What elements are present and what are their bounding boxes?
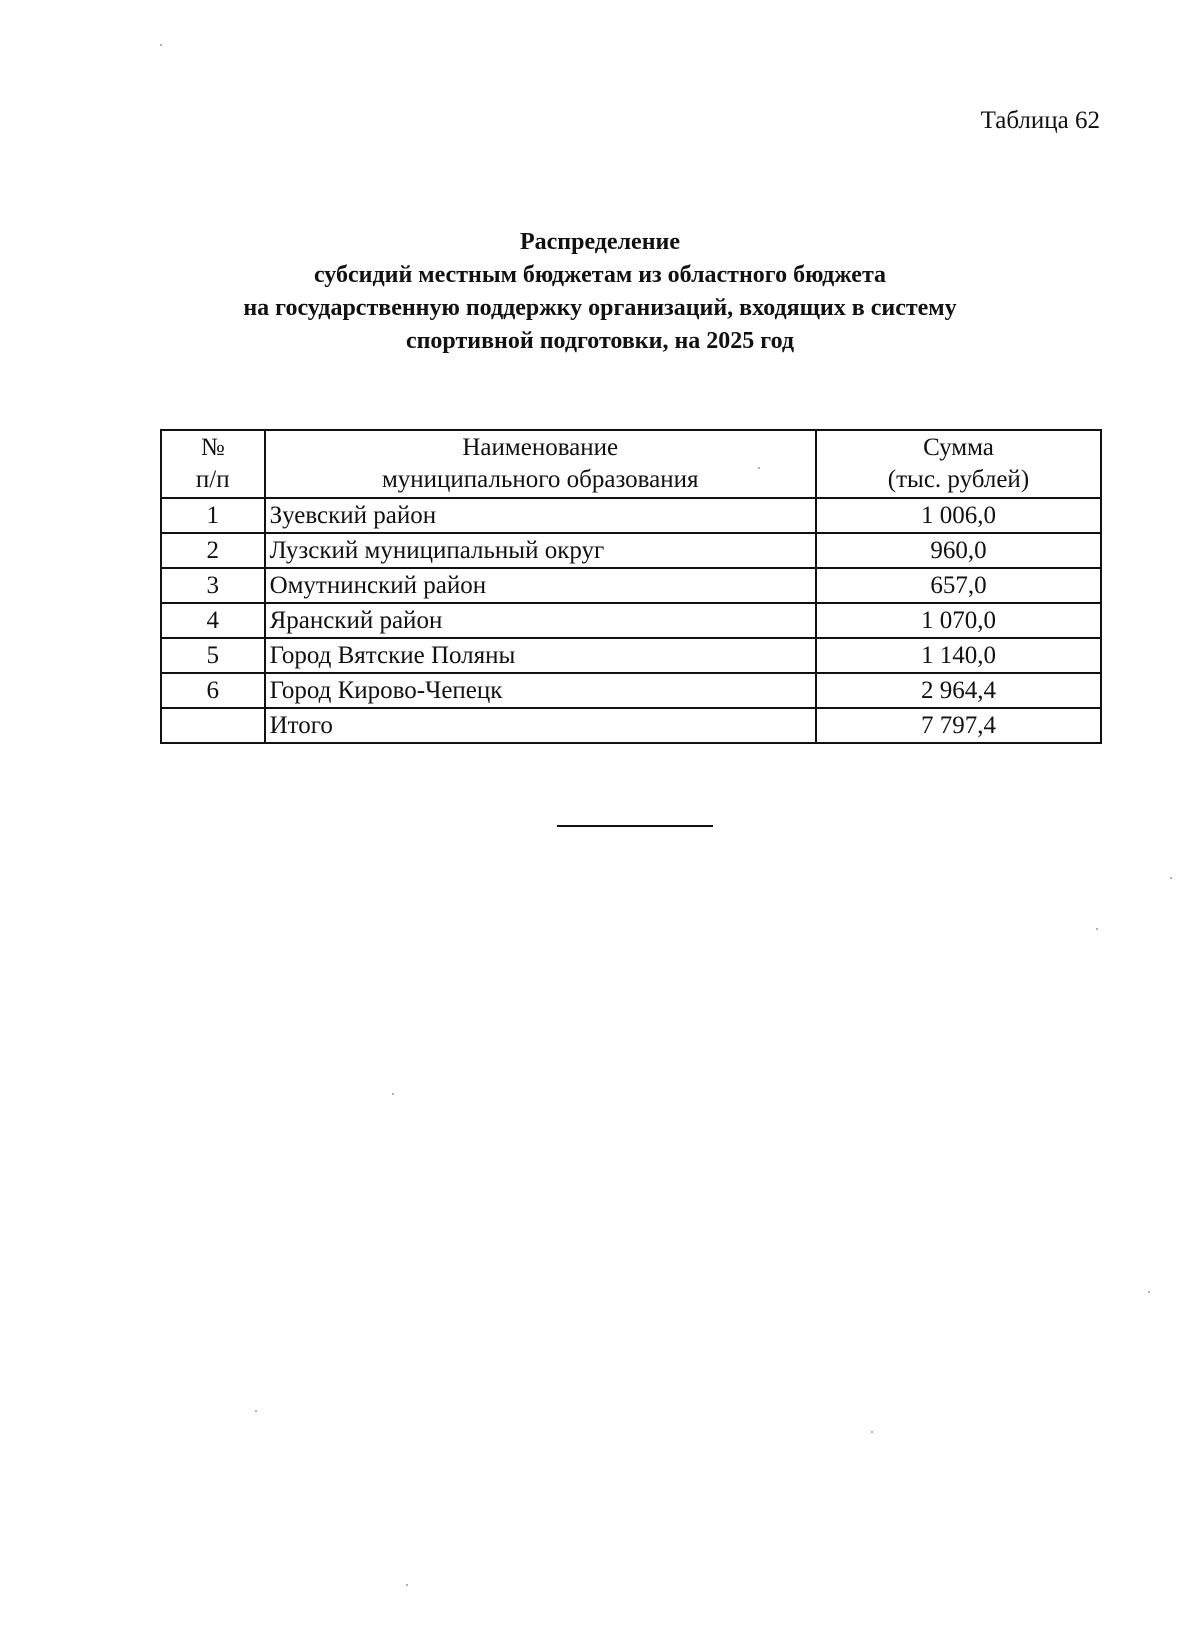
scan-speck <box>392 1093 394 1095</box>
title-line: субсидий местным бюджетам из областного бюджета <box>313 262 887 288</box>
table-row <box>161 568 1101 603</box>
subsidy-distribution-table <box>160 429 1102 744</box>
row-number: 5 <box>161 638 265 673</box>
total-label: Итого <box>265 708 816 743</box>
title-line: Распределение <box>519 229 681 255</box>
row-municipality: Омутнинский район <box>265 568 816 603</box>
table-row <box>161 498 1101 533</box>
table-row <box>161 603 1101 638</box>
row-sum: 657,0 <box>816 568 1101 603</box>
closing-rule <box>557 825 713 827</box>
row-sum: 1 070,0 <box>816 603 1101 638</box>
header-sum-line: Сумма <box>923 434 994 461</box>
scan-speck <box>1170 877 1172 879</box>
row-municipality: Яранский район <box>265 603 816 638</box>
row-number: 2 <box>161 533 265 568</box>
table-header-row <box>161 430 1101 498</box>
total-number <box>161 708 265 743</box>
scan-speck <box>406 1584 408 1586</box>
row-municipality: Лузский муниципальный округ <box>265 533 816 568</box>
row-sum: 2 964,4 <box>816 673 1101 708</box>
row-number: 3 <box>161 568 265 603</box>
scan-speck <box>1148 1291 1150 1293</box>
title-line: на государственную поддержку организаций, входящих в систему <box>243 295 957 321</box>
header-sum-line: (тыс. рублей) <box>887 466 1030 493</box>
scan-speck <box>160 44 162 46</box>
table-row <box>161 533 1101 568</box>
scan-speck <box>758 467 760 469</box>
table-number: Таблица 62 <box>980 107 1100 134</box>
row-number: 6 <box>161 673 265 708</box>
title-line: спортивной подготовки, на 2025 год <box>405 328 795 354</box>
header-number <box>161 430 265 498</box>
row-sum: 960,0 <box>816 533 1101 568</box>
header-municipality-line: Наименование <box>462 434 619 461</box>
table-total-row <box>161 708 1101 743</box>
table-row <box>161 638 1101 673</box>
header-municipality <box>265 430 816 498</box>
row-municipality: Зуевский район <box>265 498 816 533</box>
header-municipality-line: муниципального образования <box>381 466 699 493</box>
row-municipality: Город Кирово-Чепецк <box>265 673 816 708</box>
row-municipality: Город Вятские Поляны <box>265 638 816 673</box>
scan-speck <box>1096 928 1098 930</box>
scan-speck <box>255 1410 257 1412</box>
row-number: 1 <box>161 498 265 533</box>
header-number-line: № <box>200 434 225 461</box>
document-title <box>150 226 1050 358</box>
row-sum: 1 006,0 <box>816 498 1101 533</box>
total-sum: 7 797,4 <box>816 708 1101 743</box>
row-sum: 1 140,0 <box>816 638 1101 673</box>
header-number-line: п/п <box>195 466 230 493</box>
row-number: 4 <box>161 603 265 638</box>
scan-speck <box>871 1431 873 1433</box>
header-sum <box>816 430 1101 498</box>
table-row <box>161 673 1101 708</box>
